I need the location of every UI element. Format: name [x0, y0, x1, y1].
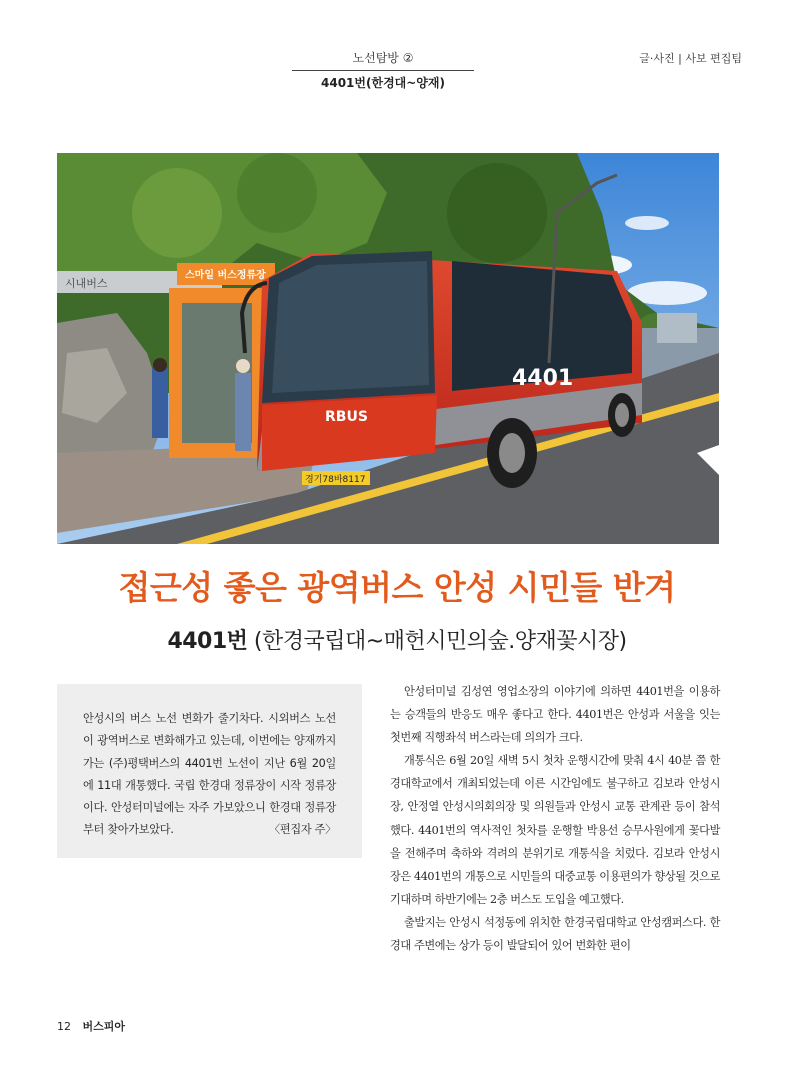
subheadline — [0, 624, 794, 655]
article-paragraph: 안성터미널 김성연 영업소장의 이야기에 의하면 4401번을 이용하는 승객들의 반응도 매우 좋다고 한다. 4401번은 안성과 서울을 잇는 첫번째 직행좌석 버스라는데 의의가 크다. — [390, 685, 720, 745]
shelter-sign: 스마일 버스정류장 — [185, 270, 266, 281]
article-body — [390, 680, 720, 957]
bus-front-logo: RBUS — [325, 409, 368, 425]
headline: 접근성 좋은 광역버스 안성 시민들 반겨 — [118, 568, 676, 607]
article-paragraph: 개통식은 6월 20일 새벽 5시 첫차 운행시간에 맞춰 4시 40분 쯤 한경대학교에서 개최되었는데 이른 시간임에도 불구하고 김보라 안성시장, 안정열 안성시의회의장 및 의원들과 안성시 교통 관계관 등이 참석했다. 4401번의 역사적인 첫차를 운행할 박용선 승무사원에게 꽃다발을 전해주며 축하와 격려의 분위기로 개통식을 치렀다. 김보라 안성시장은 4401번의 개통으로 시민들의 대중교통 이용편의가 향상될 것으로 기대하며 하반기에는 2층 버스도 도입을 예고했다. — [390, 754, 720, 906]
route-label: 4401번(한경대~양재) — [321, 76, 445, 90]
series-label: 노선탐방 ② — [352, 51, 414, 65]
route-number: 4401번 — [167, 629, 248, 654]
page-number: 12 — [57, 1020, 71, 1033]
section-header — [292, 50, 474, 91]
bus-side-number: 4401 — [512, 366, 574, 391]
editor-note-text: 안성시의 버스 노선 변화가 줄기차다. 시외버스 노선이 광역버스로 변화해가고 있는데, 이번에는 양재까지 가는 (주)평택버스의 4401번 노선이 지난 6월 20일에 11대 개통했다. 국립 한경대 정류장이 시작 정류장이다. 안성터미널에는 자주 가보았으니 한경대 정류장부터 찾아가보았다. — [83, 712, 336, 837]
route-endpoints: (한경국립대~매헌시민의숲.양재꽃시장) — [253, 629, 627, 654]
magazine-name: 버스피아 — [82, 1020, 126, 1033]
editor-signature: 〈편집자 주〉 — [268, 823, 336, 837]
shelter-side-sign: 시내버스 — [65, 277, 108, 290]
page-footer — [57, 1018, 125, 1034]
editor-note — [83, 708, 336, 842]
license-plate: 경기78바8117 — [305, 475, 366, 485]
header-divider — [292, 70, 474, 71]
editor-note-box — [57, 684, 362, 858]
article-paragraph: 출발지는 안성시 석정동에 위치한 한경국립대학교 안성캠퍼스다. 한경대 주변에는 상가 등이 발달되어 있어 번화한 편이 — [390, 915, 720, 953]
bus-photo — [57, 153, 719, 544]
photo-credit: 글·사진 | 사보 편집팀 — [639, 52, 742, 65]
